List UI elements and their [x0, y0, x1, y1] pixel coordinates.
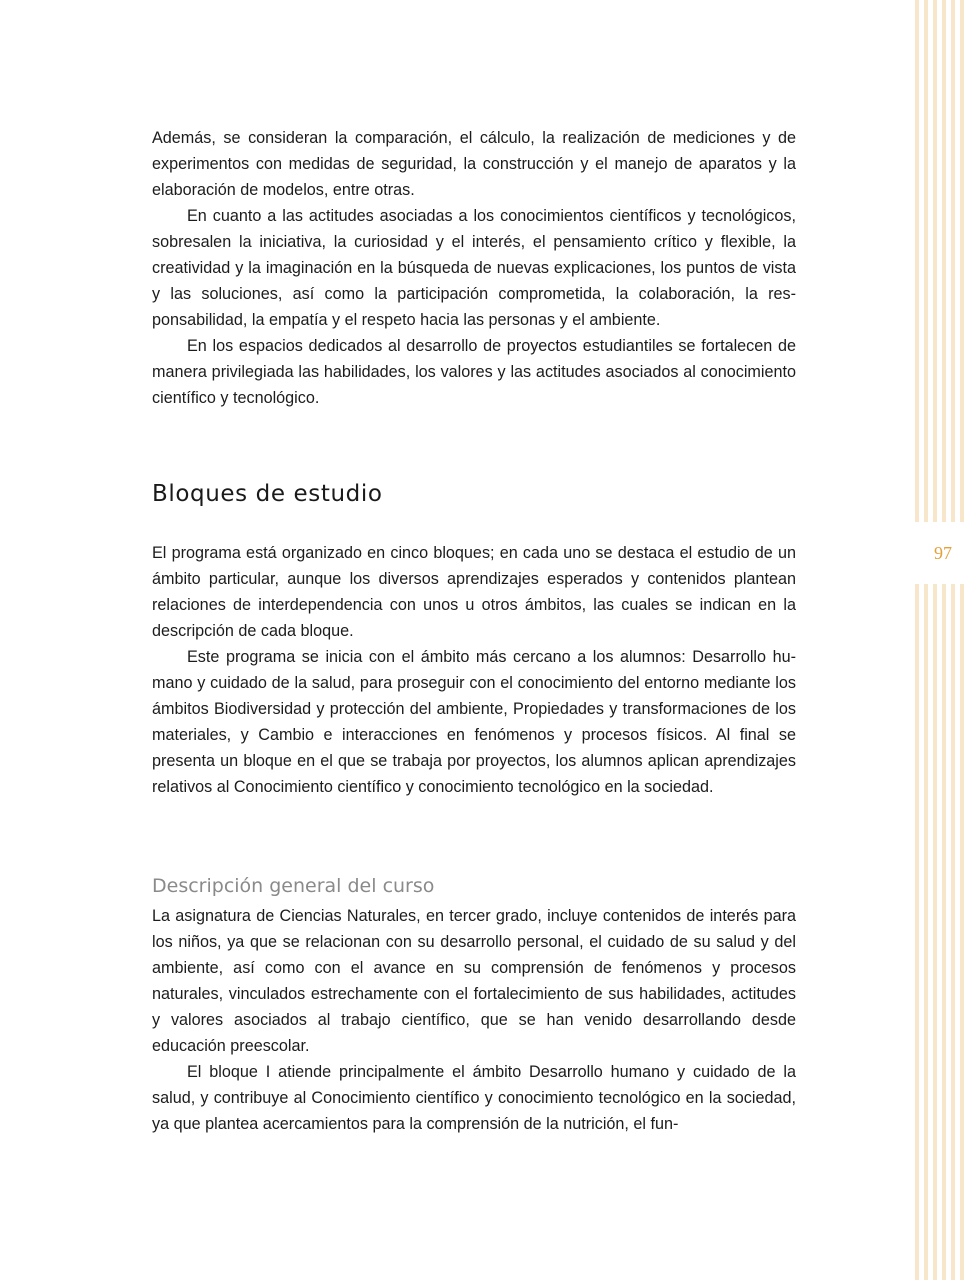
body-paragraph: En los espacios dedicados al desarrollo de proyectos estudiantiles se fortalecen de manera privilegiada las habilidades, los valores y las actitudes asociados al conocimiento científico y tecnológico. — [152, 337, 796, 407]
section-heading: Bloques de estudio — [152, 481, 383, 507]
descripcion-text-block — [152, 903, 796, 1137]
body-paragraph: El bloque I atiende principalmente el ámbito Desarrollo humano y cuidado de la salud, y contribuye al Conocimiento científico y conocimiento tecnológico en la sociedad, ya que plantea acercamientos para la comprensión de la nutrición, el fun- — [152, 1063, 796, 1133]
subsection-heading: Descripción general del curso — [152, 875, 435, 897]
body-paragraph: En cuanto a las actitudes asociadas a los conocimientos científicos y tecnológicos, sobresalen la iniciativa, la curiosidad y el interés, el pensamiento crítico y flexible, la creatividad y la imaginación en la búsqueda de nuevas explicaciones, los puntos de vista y las soluciones, así como la participación comprometida, la colaboración, la responsabilidad, la empatía y el respeto hacia las personas y el ambiente. — [152, 207, 796, 329]
body-paragraph: La asignatura de Ciencias Naturales, en tercer grado, incluye contenidos de interés para los niños, ya que se relacionan con su desarrollo personal, el cuidado de su salud y del ambiente, así como con el avance en su comprensión de fenómenos y procesos naturales, vinculados estrechamente con el fortalecimiento de sus habilidades, actitudes y valores asociados al trabajo científico, que se han venido desarrollando desde educación preescolar. — [152, 907, 796, 1055]
margin-stripes — [912, 0, 972, 1280]
intro-text-block — [152, 125, 796, 411]
body-paragraph: Además, se consideran la comparación, el cálculo, la realización de mediciones y de experimentos con medidas de seguridad, la construcción y el manejo de aparatos y la elaboración de modelos, entre otras. — [152, 129, 796, 199]
body-paragraph: El programa está organizado en cinco bloques; en cada uno se destaca el estudio de un ámbito particular, aunque los diversos aprendizajes esperados y contenidos plantean relaciones de interdependencia con unos u otros ámbitos, las cuales se indican en la descripción de cada bloque. — [152, 544, 796, 640]
bloques-text-block — [152, 540, 796, 800]
stripe — [924, 0, 928, 1280]
body-paragraph: Este programa se inicia con el ámbito más cercano a los alumnos: Desarrollo humano y cuidado de la salud, para proseguir con el conocimiento del entorno mediante los ámbitos Biodiversidad y protección del ambiente, Propiedades y transformaciones de los materiales, y Cambio e interacciones en fenómenos y procesos físicos. Al final se presenta un bloque en el que se trabaja por proyectos, los alumnos aplican aprendizajes relativos al Conocimiento científico y conocimiento tecnológico en la sociedad. — [152, 648, 796, 796]
page-number: 97 — [934, 543, 952, 563]
stripe — [915, 0, 919, 1280]
stripe — [942, 0, 946, 1280]
stripe — [933, 0, 937, 1280]
stripe — [951, 0, 955, 1280]
stripe — [960, 0, 964, 1280]
